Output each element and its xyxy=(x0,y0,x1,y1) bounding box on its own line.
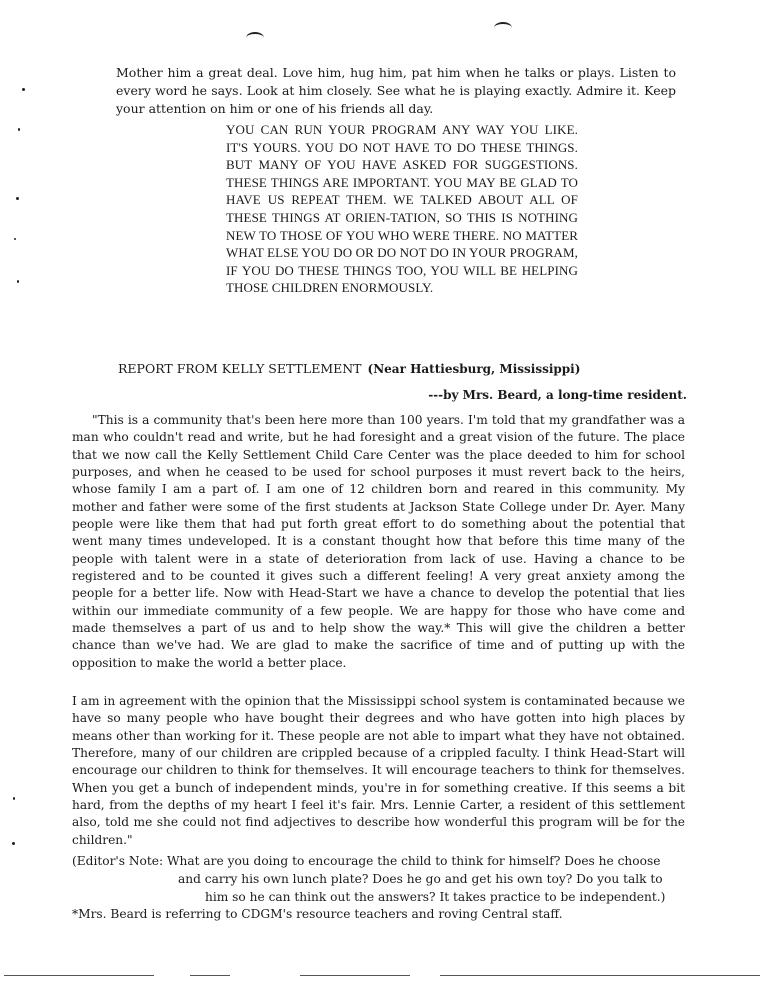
margin-speck xyxy=(14,238,16,240)
margin-speck xyxy=(17,280,19,283)
report-byline: ---by Mrs. Beard, a long-time resident. xyxy=(428,388,687,402)
editors-note-line: (Editor's Note: What are you doing to encourage the child to think for himself? Does he choose xyxy=(72,854,661,868)
bottom-edge-rule xyxy=(300,975,410,976)
bottom-edge-rule xyxy=(190,975,230,976)
report-location: (Near Hattiesburg, Mississippi) xyxy=(367,362,581,376)
margin-speck xyxy=(18,128,20,131)
bottom-edge-rule xyxy=(440,975,760,976)
margin-speck xyxy=(12,842,15,845)
editors-note-line: and carry his own lunch plate? Does he go and get his own toy? Do you talk to xyxy=(178,872,663,886)
capitalized-notice-block: YOU CAN RUN YOUR PROGRAM ANY WAY YOU LIKE. IT'S YOURS. YOU DO NOT HAVE TO DO THESE THINGS. BUT MANY OF YOU HAVE ASKED FOR SUGGESTIONS. THESE THINGS ARE IMPORTANT. YOU MAY BE GLAD TO HAVE US REPEAT THEM. WE TALKED ABOUT ALL OF THESE THINGS AT ORIEN-TATION, SO THIS IS NOTHING NEW TO THOSE OF YOU WHO WERE THERE. NO MATTER WHAT ELSE YOU DO OR DO NOT DO IN YOUR PROGRAM, IF YOU DO THESE THINGS TOO, YOU WILL BE HELPING THOSE CHILDREN ENORMOUSLY. xyxy=(226,122,578,296)
editors-note-line: him so he can think out the answers? It takes practice to be independent.) xyxy=(205,890,666,904)
margin-speck xyxy=(16,197,19,200)
margin-speck xyxy=(22,88,25,91)
report-paragraph-2: I am in agreement with the opinion that the Mississippi school system is contaminated because we have so many people who have bought their degrees and who have gotten into high places by means other than working for it. These people are not able to impart what they have not obtained. Therefore, many of our children are crippled because of a crippled faculty. I think Head-Start will encourage our children to think for themselves. It will encourage teachers to think for themselves. When you get a bunch of independent minds, you're in for something creative. If this seems a bit hard, from the depths of my heart I feel it's fair. Mrs. Lennie Carter, a resident of this settlement also, told me she could not find adjectives to describe how wonderful this program will be for the children." xyxy=(72,694,685,847)
intro-paragraph: Mother him a great deal. Love him, hug him, pat him when he talks or plays. Listen to every word he says. Look at him closely. See what he is playing exactly. Admire it. Keep your attention on him or one of his friends all day. xyxy=(116,65,676,116)
bottom-edge-rule xyxy=(4,975,154,976)
punch-hole-mark-right xyxy=(494,22,512,34)
report-paragraph-1: "This is a community that's been here more than 100 years. I'm told that my grandfather was a man who couldn't read and write, but he had foresight and a great vision of the future. The place that we now call the Kelly Settlement Child Care Center was the place deeded to him for school purposes, and when he ceased to be used for school purposes it must revert back to the heirs, whose family I am a part of. I am one of 12 children born and reared in this community. My mother and father were some of the first students at Jackson State College under Dr. Ayer. Many people were like them that had put forth great effort to do something about the potential that went many times undeveloped. It is a constant thought how that before this time many of the people with talent were in a state of deterioration from lack of use. Having a chance to be registered and to be counted it gives such a different feeling! A very great anxiety among the people for a better life. Now with Head-Start we have a chance to develop the potential that lies within our immediate community of a few people. We are happy for those who have come and made themselves a part of us and to help show the way.* This will give the children a better chance than we've had. We are glad to make the sacrifice of time and of putting up with the opposition to make the world a better place. xyxy=(72,413,685,670)
margin-speck xyxy=(13,797,15,800)
report-heading xyxy=(118,360,580,378)
punch-hole-mark-left xyxy=(246,32,264,44)
report-title: REPORT FROM KELLY SETTLEMENT xyxy=(118,361,362,376)
editors-note xyxy=(72,852,687,906)
footnote: *Mrs. Beard is referring to CDGM's resource teachers and roving Central staff. xyxy=(72,907,563,921)
